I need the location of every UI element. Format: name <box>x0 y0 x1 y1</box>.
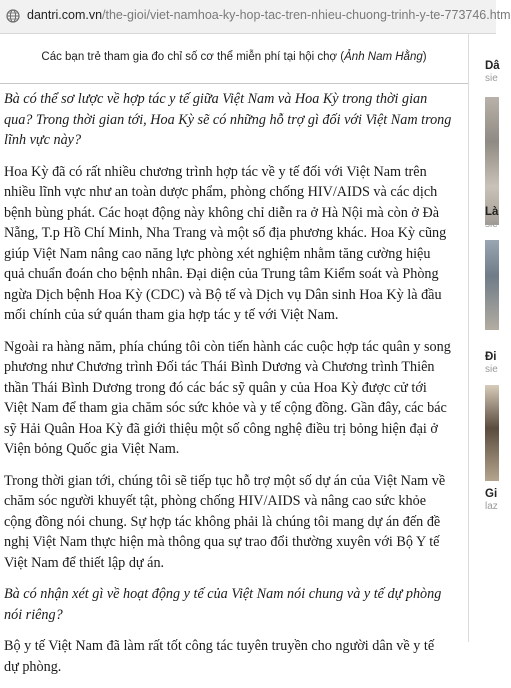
sidebar-item-title[interactable]: Đi <box>485 351 497 363</box>
sidebar-item[interactable] <box>485 351 498 375</box>
globe-icon <box>6 9 20 23</box>
url-domain: dantri.com.vn <box>27 8 103 22</box>
url-text[interactable] <box>27 8 511 22</box>
sidebar-item[interactable] <box>485 488 498 512</box>
related-sidebar <box>468 34 500 642</box>
article-content <box>0 34 468 675</box>
sidebar-item-source: sie <box>485 73 498 84</box>
caption-divider <box>0 83 468 84</box>
interview-question: Bà có nhận xét gì về hoạt động y tế của Việt Nam nói chung và y tế dự phòng nói riêng? <box>4 586 442 623</box>
sidebar-thumbnail[interactable] <box>485 240 499 330</box>
sidebar-item-source: laz <box>485 501 498 512</box>
sidebar-item-title[interactable]: Là <box>485 206 499 218</box>
caption-credit: Ảnh Nam Hằng <box>344 51 423 63</box>
answer-paragraph: Bộ y tế Việt Nam đã làm rất tốt công tác tuyên truyền cho người dân về y tế dự phòng. <box>4 638 435 675</box>
sidebar-thumbnail[interactable] <box>485 385 499 481</box>
address-bar[interactable] <box>0 0 511 34</box>
answer-paragraph: Hoa Kỳ đã có rất nhiều chương trình hợp tác về y tế đối với Việt Nam trên nhiều lĩnh vực như an toàn dược phẩm, phòng chống HIV/AIDS và các dịch bệnh bùng phát. Các hoạt động này không chỉ diễn ra ở Hà Nội mà còn ở Đà Nẵng, T.p Hồ Chí Minh, Nha Trang và một số địa phương khác. Hoa Kỳ cũng giúp Việt Nam nâng cao năng lực phòng xét nghiệm nhằm tăng cường hiệu quả chuẩn đoán cho bệnh nhân. Đại diện của Trung tâm Kiểm soát và Phòng ngừa Dịch bệnh Hoa Kỳ (CDC) và Bộ tế và Dịch vụ Dân sinh Hoa Kỳ là đầu mối chính của sứ quán tham gia hợp tác y tế với Việt Nam. <box>4 163 447 323</box>
photo-caption <box>0 51 468 63</box>
sidebar-item[interactable] <box>485 206 498 230</box>
answer-paragraph: Ngoài ra hàng năm, phía chúng tôi còn tiến hành các cuộc hợp tác quân y song phương như Chương trình Đối tác Thái Bình Dương và Chương trình Thiên thần Thái Bình Dương trong đó các bác sỹ quân y của Hoa Kỳ được cử tới Việt Nam để tham gia chăm sóc sức khỏe và y tế cộng đồng. Gần đây, các bác sỹ Hải Quân Hoa Kỳ đã giới thiệu một số công nghệ điều trị bỏng hiện đại ở Viện bỏng Quốc gia Việt Nam. <box>4 338 451 457</box>
sidebar-item-source: sie <box>485 364 498 375</box>
sidebar-item-title[interactable]: Gi <box>485 488 498 500</box>
url-path: /the-gioi/viet-namhoa-ky-hop-tac-tren-nhieu-chuong-trinh-y-te-773746.htm <box>102 8 511 22</box>
caption-text: Các bạn trẻ tham gia đo chỉ số cơ thể miễn phí tại hội chợ ( <box>41 51 345 63</box>
sidebar-item-source: sie <box>485 219 498 230</box>
article-body <box>4 89 452 688</box>
answer-paragraph: Trong thời gian tới, chúng tôi sẽ tiếp tục hỗ trợ một số dự án của Việt Nam về chăm sóc người khuyết tật, phòng chống HIV/AIDS và nâng cao sức khỏe cộng đồng nói chung. Sự hợp tác không phải là chúng tôi mang dự án đến đề nghị Việt Nam thực hiện mà thông qua sự trao đổi thường xuyên với Bộ Y tế Việt Nam để thiết lập dự án. <box>4 472 446 571</box>
sidebar-item[interactable] <box>485 60 500 84</box>
caption-close: ) <box>422 51 427 63</box>
sidebar-item-title[interactable]: Dâ <box>485 60 500 72</box>
interview-question: Bà có thể sơ lược về hợp tác y tế giữa Việt Nam và Hoa Kỳ trong thời gian qua? Trong thời gian tới, Hoa Kỳ sẽ có những hỗ trợ gì đối với Việt Nam trong lĩnh vực này? <box>4 91 452 148</box>
